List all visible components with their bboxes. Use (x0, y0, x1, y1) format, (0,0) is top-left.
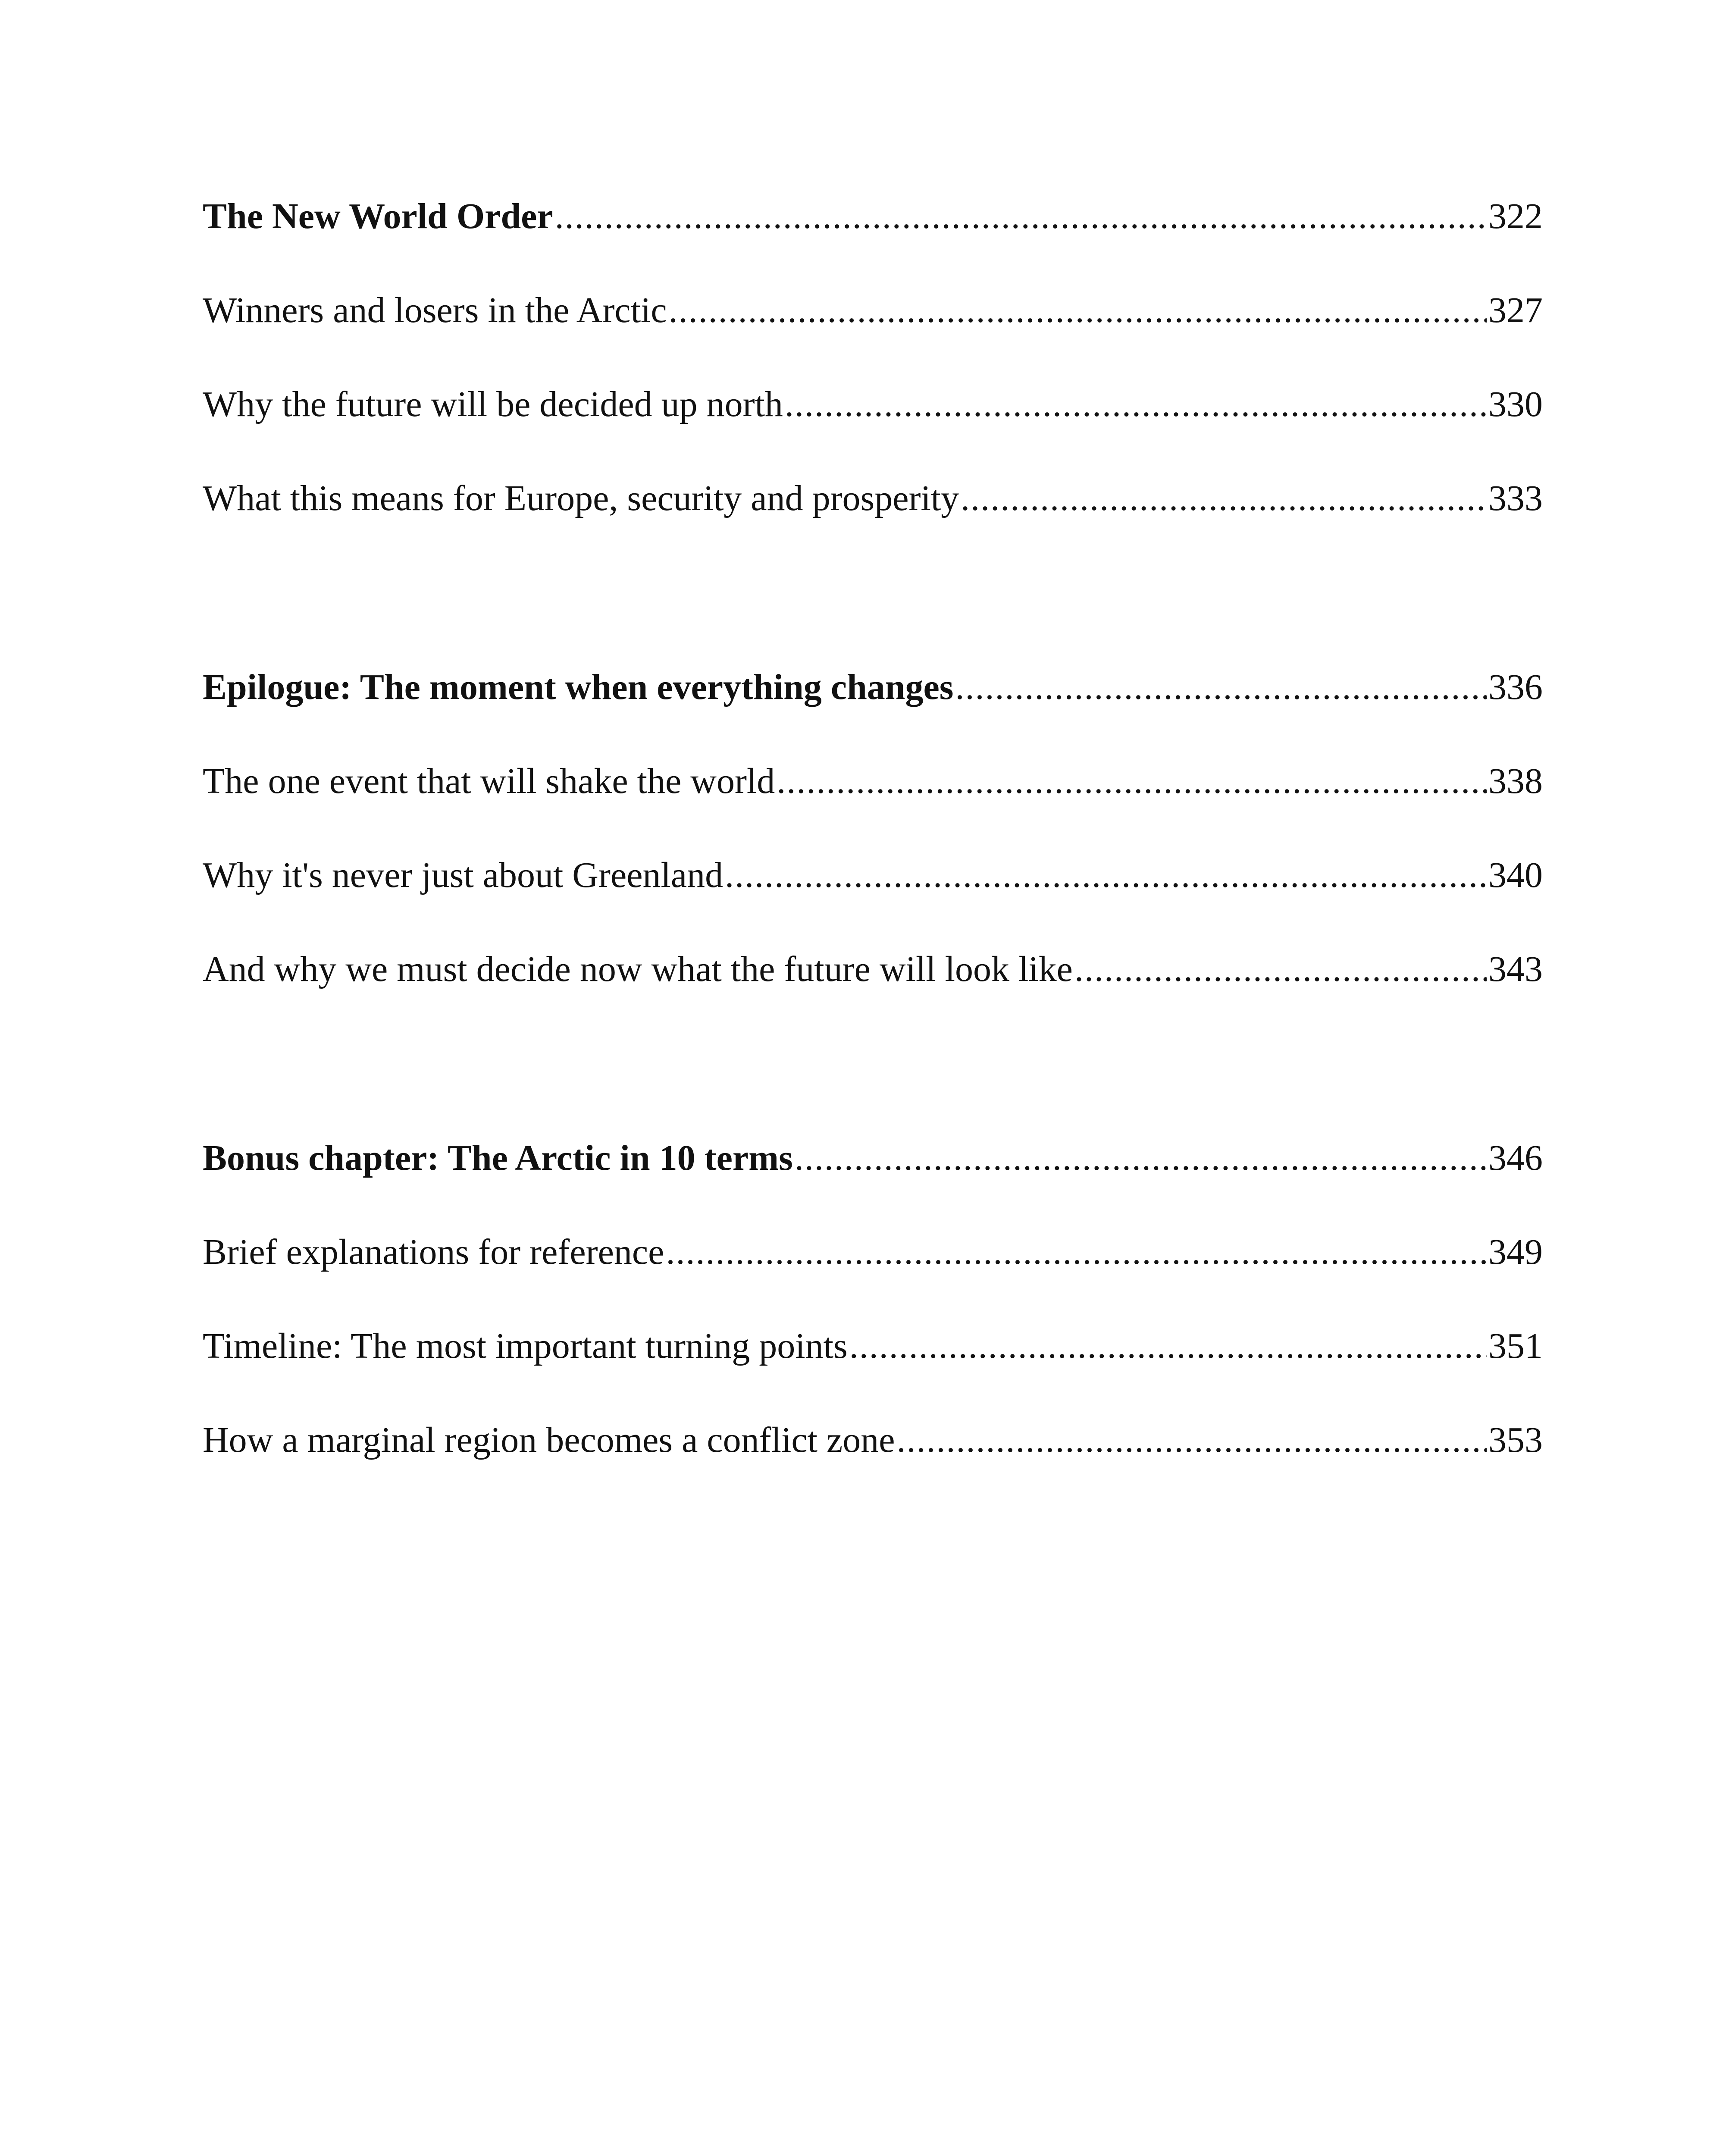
dot-leader (669, 292, 1487, 329)
toc-entry-title: Winners and losers in the Arctic (203, 290, 667, 330)
toc-entry-title: Why the future will be decided up north (203, 384, 783, 424)
toc-entry-title: The New World Order (203, 196, 553, 236)
table-of-contents (203, 198, 1543, 1516)
toc-page-number: 353 (1488, 1420, 1543, 1460)
toc-page-number: 349 (1488, 1232, 1543, 1272)
toc-entry-one-event-shake-world (203, 763, 1543, 857)
toc-entry-marginal-region (203, 1422, 1543, 1516)
dot-leader (1074, 951, 1487, 987)
toc-entry-title: The one event that will shake the world (203, 761, 775, 801)
toc-page-number: 330 (1488, 384, 1543, 424)
dot-leader (961, 480, 1487, 517)
toc-entry-epilogue (203, 669, 1543, 763)
toc-page-number: 343 (1488, 949, 1543, 989)
toc-entry-title: What this means for Europe, security and prosperity (203, 478, 959, 518)
toc-entry-title: Bonus chapter: The Arctic in 10 terms (203, 1138, 793, 1178)
toc-entry-decide-now (203, 951, 1543, 1045)
toc-page-number: 336 (1488, 667, 1543, 707)
toc-page-number: 340 (1488, 855, 1543, 895)
toc-entry-title: Epilogue: The moment when everything changes (203, 667, 954, 707)
toc-page-number: 338 (1488, 761, 1543, 801)
section-spacer (203, 1045, 1543, 1140)
toc-entry-title: And why we must decide now what the future will look like (203, 949, 1073, 989)
toc-entry-the-new-world-order (203, 198, 1543, 292)
toc-entry-bonus-chapter (203, 1140, 1543, 1234)
toc-entry-title: Timeline: The most important turning points (203, 1326, 848, 1366)
dot-leader (897, 1422, 1487, 1458)
toc-page-number: 327 (1488, 290, 1543, 330)
toc-entry-title: Brief explanations for reference (203, 1232, 664, 1272)
toc-page-number: 351 (1488, 1326, 1543, 1366)
dot-leader (555, 198, 1487, 235)
toc-entry-winners-and-losers (203, 292, 1543, 386)
dot-leader (849, 1328, 1487, 1364)
toc-entry-title: Why it's never just about Greenland (203, 855, 723, 895)
section-spacer (203, 574, 1543, 669)
toc-page-number: 346 (1488, 1138, 1543, 1178)
toc-entry-title: How a marginal region becomes a conflict zone (203, 1420, 895, 1460)
toc-entry-what-this-means-for-europe (203, 480, 1543, 574)
toc-entry-never-just-greenland (203, 857, 1543, 951)
dot-leader (955, 669, 1487, 705)
dot-leader (795, 1140, 1487, 1176)
toc-entry-timeline (203, 1328, 1543, 1422)
toc-page-number: 333 (1488, 478, 1543, 518)
dot-leader (785, 386, 1487, 423)
dot-leader (777, 763, 1487, 799)
toc-entry-brief-explanations (203, 1234, 1543, 1328)
toc-page-number: 322 (1488, 196, 1543, 236)
dot-leader (725, 857, 1487, 893)
toc-entry-future-decided-up-north (203, 386, 1543, 480)
dot-leader (666, 1234, 1487, 1270)
